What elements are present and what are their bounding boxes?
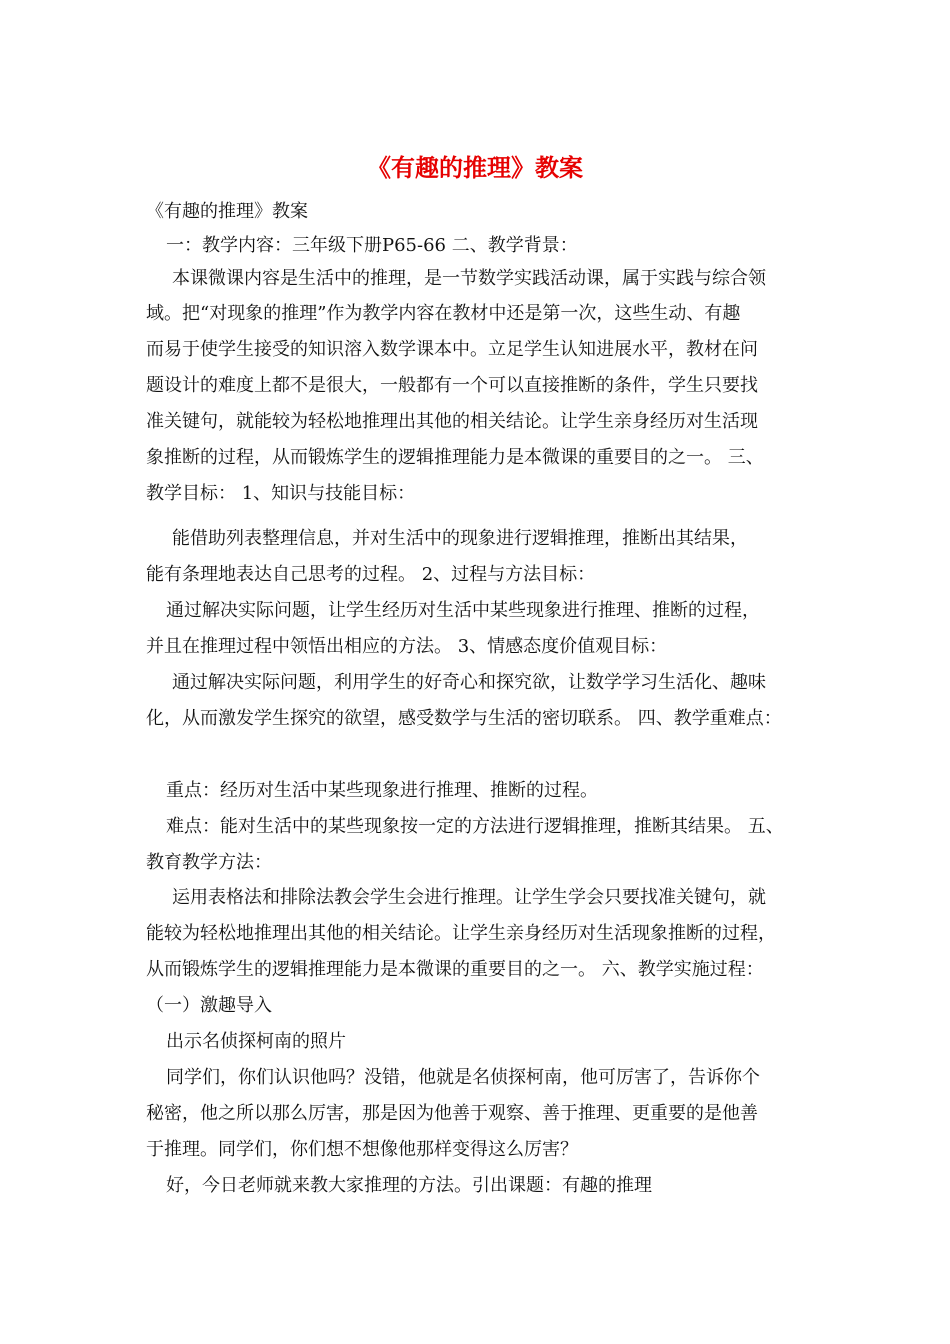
- text-line: 重点：经历对生活中某些现象进行推理、推断的过程。: [166, 780, 598, 801]
- text-line: 运用表格法和排除法教会学生会进行推理。让学生学会只要找准关键句，就: [172, 887, 766, 908]
- text-line: 题设计的难度上都不是很大，一般都有一个可以直接推断的条件，学生只要找: [146, 375, 758, 396]
- text-line: 难点：能对生活中的某些现象按一定的方法进行逻辑推理，推断其结果。 五、: [166, 816, 784, 837]
- text-line: 化，从而激发学生探究的欲望，感受数学与生活的密切联系。 四、教学重难点：: [146, 708, 782, 729]
- text-line: 能有条理地表达自己思考的过程。 2、过程与方法目标：: [146, 564, 596, 585]
- text-line: 一：教学内容：三年级下册P65-66 二、教学背景：: [166, 235, 578, 256]
- text-line: 于推理。同学们，你们想不想像他那样变得这么厉害？: [146, 1139, 578, 1160]
- text-line: 而易于使学生接受的知识溶入数学课本中。立足学生认知进展水平，教材在问: [146, 339, 758, 360]
- text-line: 象推断的过程，从而锻炼学生的逻辑推理能力是本微课的重要目的之一。 三、: [146, 447, 764, 468]
- text-line: 本课微课内容是生活中的推理，是一节数学实践活动课，属于实践与综合领: [172, 268, 766, 289]
- text-line: 教学目标： 1、知识与技能目标：: [146, 483, 416, 504]
- text-line: 出示名侦探柯南的照片: [166, 1031, 346, 1052]
- text-line: 能借助列表整理信息，并对生活中的现象进行逻辑推理，推断出其结果，: [172, 528, 748, 549]
- text-line: 能较为轻松地推理出其他的相关结论。让学生亲身经历对生活现象推断的过程，: [146, 923, 776, 944]
- text-line: 并且在推理过程中领悟出相应的方法。 3、情感态度价值观目标：: [146, 636, 668, 657]
- text-line: 通过解决实际问题，利用学生的好奇心和探究欲，让数学学习生活化、趣味: [172, 672, 766, 693]
- text-line: 域。把“对现象的推理”作为教学内容在教材中还是第一次，这些生动、有趣: [146, 303, 741, 324]
- text-line: 《有趣的推理》教案: [146, 201, 308, 222]
- text-line: 好，今日老师就来教大家推理的方法。引出课题：有趣的推理: [166, 1175, 652, 1196]
- text-line: 同学们，你们认识他吗？没错，他就是名侦探柯南，他可厉害了，告诉你个: [166, 1067, 760, 1088]
- text-line: 通过解决实际问题，让学生经历对生活中某些现象进行推理、推断的过程，: [166, 600, 760, 621]
- text-line: 秘密，他之所以那么厉害，那是因为他善于观察、善于推理、更重要的是他善: [146, 1103, 758, 1124]
- text-line: （一）激趣导入: [146, 995, 272, 1016]
- document-title: 《有趣的推理》教案: [367, 153, 583, 182]
- text-line: 教育教学方法：: [146, 852, 272, 873]
- text-line: 从而锻炼学生的逻辑推理能力是本微课的重要目的之一。 六、教学实施过程：: [146, 959, 764, 980]
- text-line: 准关键句，就能较为轻松地推理出其他的相关结论。让学生亲身经历对生活现: [146, 411, 758, 432]
